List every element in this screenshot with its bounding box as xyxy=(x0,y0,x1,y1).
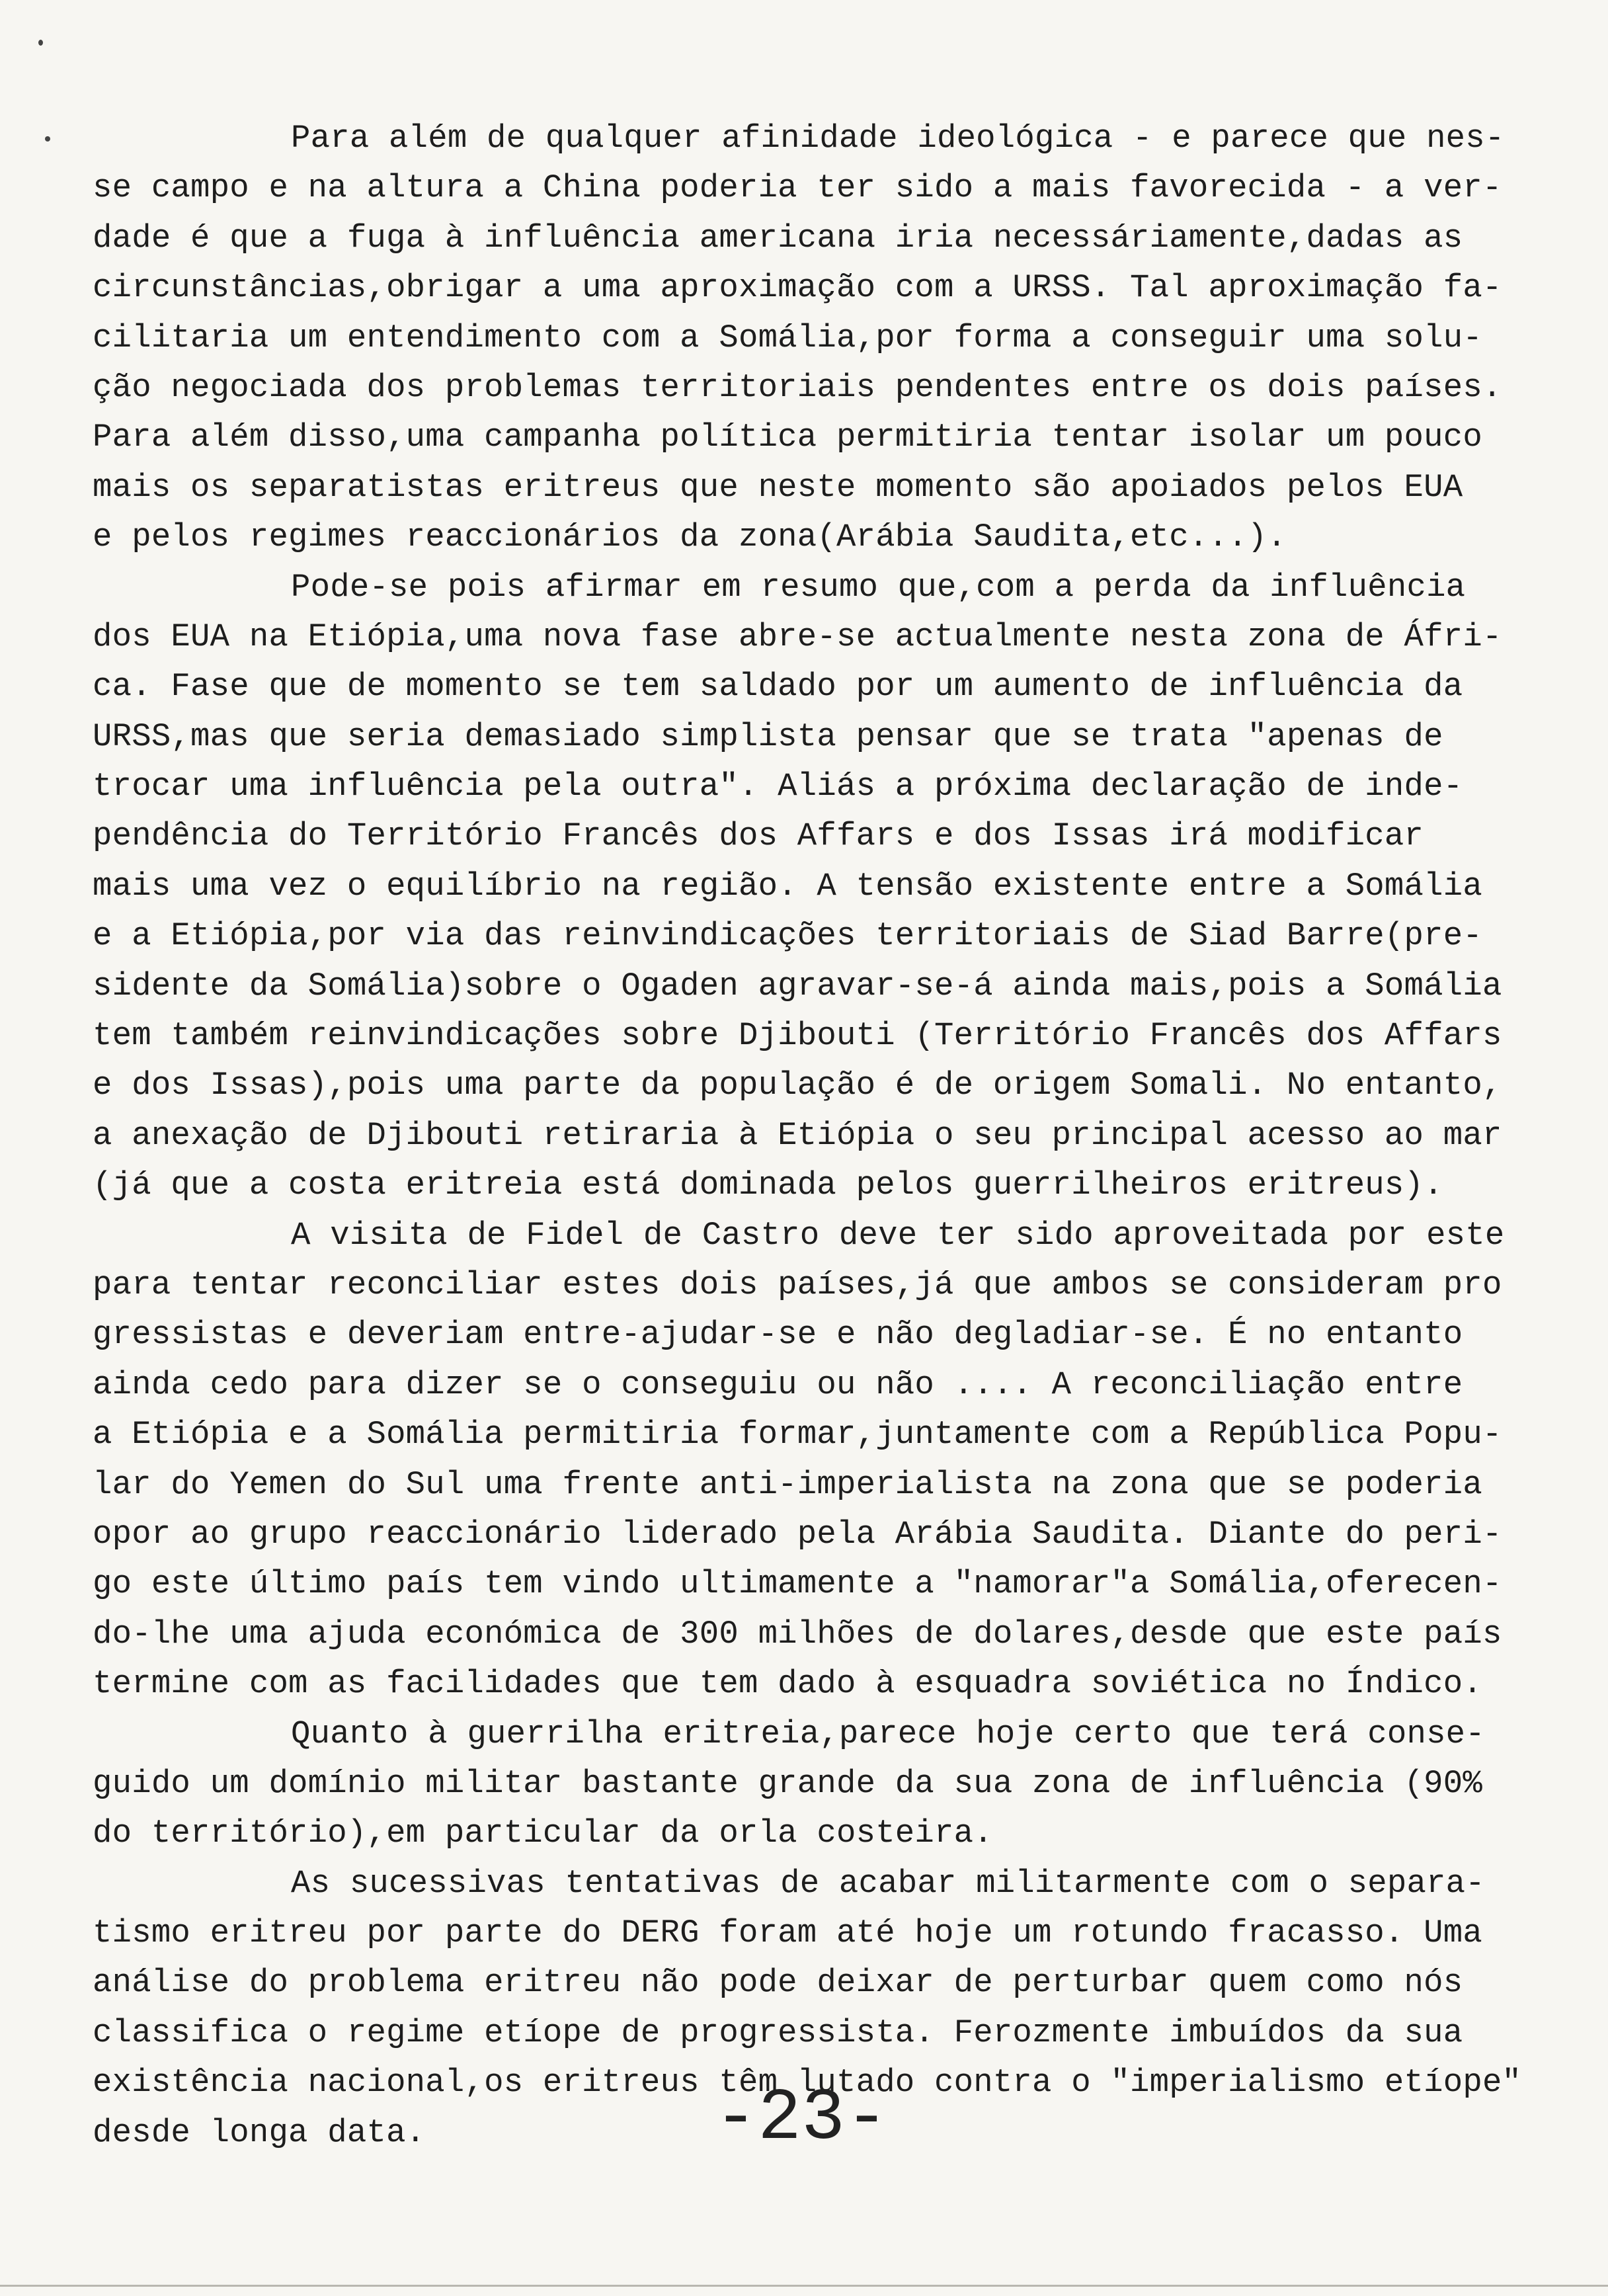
text-line: do-lhe uma ajuda económica de 300 milhões de dolares,desde que este país xyxy=(93,1615,1502,1653)
text-line: lar do Yemen do Sul uma frente anti-imperialista na zona que se poderia xyxy=(93,1465,1482,1503)
text-line: pendência do Território Francês dos Affars e dos Issas irá modificar xyxy=(93,817,1424,855)
text-line: mais uma vez o equilíbrio na região. A tensão existente entre a Somália xyxy=(93,867,1482,905)
text-line: A visita de Fidel de Castro deve ter sido aproveitada por este xyxy=(291,1216,1505,1254)
text-line: para tentar reconciliar estes dois países,já que ambos se consideram pro xyxy=(93,1266,1502,1303)
text-line: e a Etiópia,por via das reinvindicações territoriais de Siad Barre(pre- xyxy=(93,917,1482,955)
text-line: dos EUA na Etiópia,uma nova fase abre-se actualmente nesta zona de Áfri- xyxy=(93,618,1502,655)
text-line: tem também reinvindicações sobre Djibouti (Território Francês dos Affars xyxy=(93,1017,1502,1055)
scan-speck xyxy=(38,40,43,46)
text-line: dade é que a fuga à influência americana iria necessáriamente,dadas as xyxy=(93,219,1463,257)
text-line: mais os separatistas eritreus que neste momento são apoiados pelos EUA xyxy=(93,468,1463,506)
text-line: Pode-se pois afirmar em resumo que,com a perda da influência xyxy=(291,568,1466,606)
text-line: termine com as facilidades que tem dado à esquadra soviética no Índico. xyxy=(93,1665,1482,1703)
text-line: se campo e na altura a China poderia ter sido a mais favorecida - a ver- xyxy=(93,169,1502,207)
text-line: Para além disso,uma campanha política permitiria tentar isolar um pouco xyxy=(93,419,1482,456)
text-line: URSS,mas que seria demasiado simplista pensar que se trata "apenas de xyxy=(93,718,1443,755)
text-line: Quanto à guerrilha eritreia,parece hoje certo que terá conse- xyxy=(291,1715,1485,1752)
text-line: go este último país tem vindo ultimamente a "namorar"a Somália,oferecen- xyxy=(93,1565,1502,1603)
text-line: As sucessivas tentativas de acabar militarmente com o separa- xyxy=(291,1864,1485,1902)
text-line: sidente da Somália)sobre o Ogaden agravar-se-á ainda mais,pois a Somália xyxy=(93,967,1502,1004)
text-line: cilitaria um entendimento com a Somália,por forma a conseguir uma solu- xyxy=(93,319,1482,356)
text-line: trocar uma influência pela outra". Aliás a próxima declaração de inde- xyxy=(93,768,1463,805)
text-line: gressistas e deveriam entre-ajudar-se e não degladiar-se. É no entanto xyxy=(93,1316,1463,1354)
text-line: e pelos regimes reaccionários da zona(Arábia Saudita,etc...). xyxy=(93,518,1287,556)
text-line: circunstâncias,obrigar a uma aproximação com a URSS. Tal aproximação fa- xyxy=(93,269,1502,307)
text-line: desde longa data. xyxy=(93,2113,426,2151)
body-text xyxy=(93,114,1534,2158)
text-line: e dos Issas),pois uma parte da população é de origem Somali. No entanto, xyxy=(93,1067,1502,1104)
text-line: ção negociada dos problemas territoriais pendentes entre os dois países. xyxy=(93,368,1502,406)
text-line: classifica o regime etíope de progressista. Ferozmente imbuídos da sua xyxy=(93,2014,1463,2051)
text-line: guido um domínio militar bastante grande da sua zona de influência (90% xyxy=(93,1764,1482,1802)
text-line: Para além de qualquer afinidade ideológica - e parece que nes- xyxy=(291,120,1505,157)
text-line: (já que a costa eritreia está dominada pelos guerrilheiros eritreus). xyxy=(93,1167,1443,1204)
text-line: a Etiópia e a Somália permitiria formar,juntamente com a República Popu- xyxy=(93,1416,1502,1454)
text-line: ca. Fase que de momento se tem saldado por um aumento de influência da xyxy=(93,668,1463,706)
text-line: ainda cedo para dizer se o conseguiu ou não .... A reconciliação entre xyxy=(93,1366,1463,1403)
text-line: do território),em particular da orla costeira. xyxy=(93,1815,993,1852)
scan-edge-divider xyxy=(0,2285,1608,2287)
text-line: a anexação de Djibouti retiraria à Etiópia o seu principal acesso ao mar xyxy=(93,1116,1502,1154)
text-line: opor ao grupo reaccionário liderado pela Arábia Saudita. Diante do peri- xyxy=(93,1515,1502,1553)
page-number: -23- xyxy=(714,2078,889,2160)
text-line: tismo eritreu por parte do DERG foram até hoje um rotundo fracasso. Uma xyxy=(93,1914,1482,1952)
text-line: análise do problema eritreu não pode deixar de perturbar quem como nós xyxy=(93,1964,1463,2002)
scan-speck xyxy=(45,136,50,142)
text-line: existência nacional,os eritreus têm lutado contra o "imperialismo etíope" xyxy=(93,2064,1522,2102)
